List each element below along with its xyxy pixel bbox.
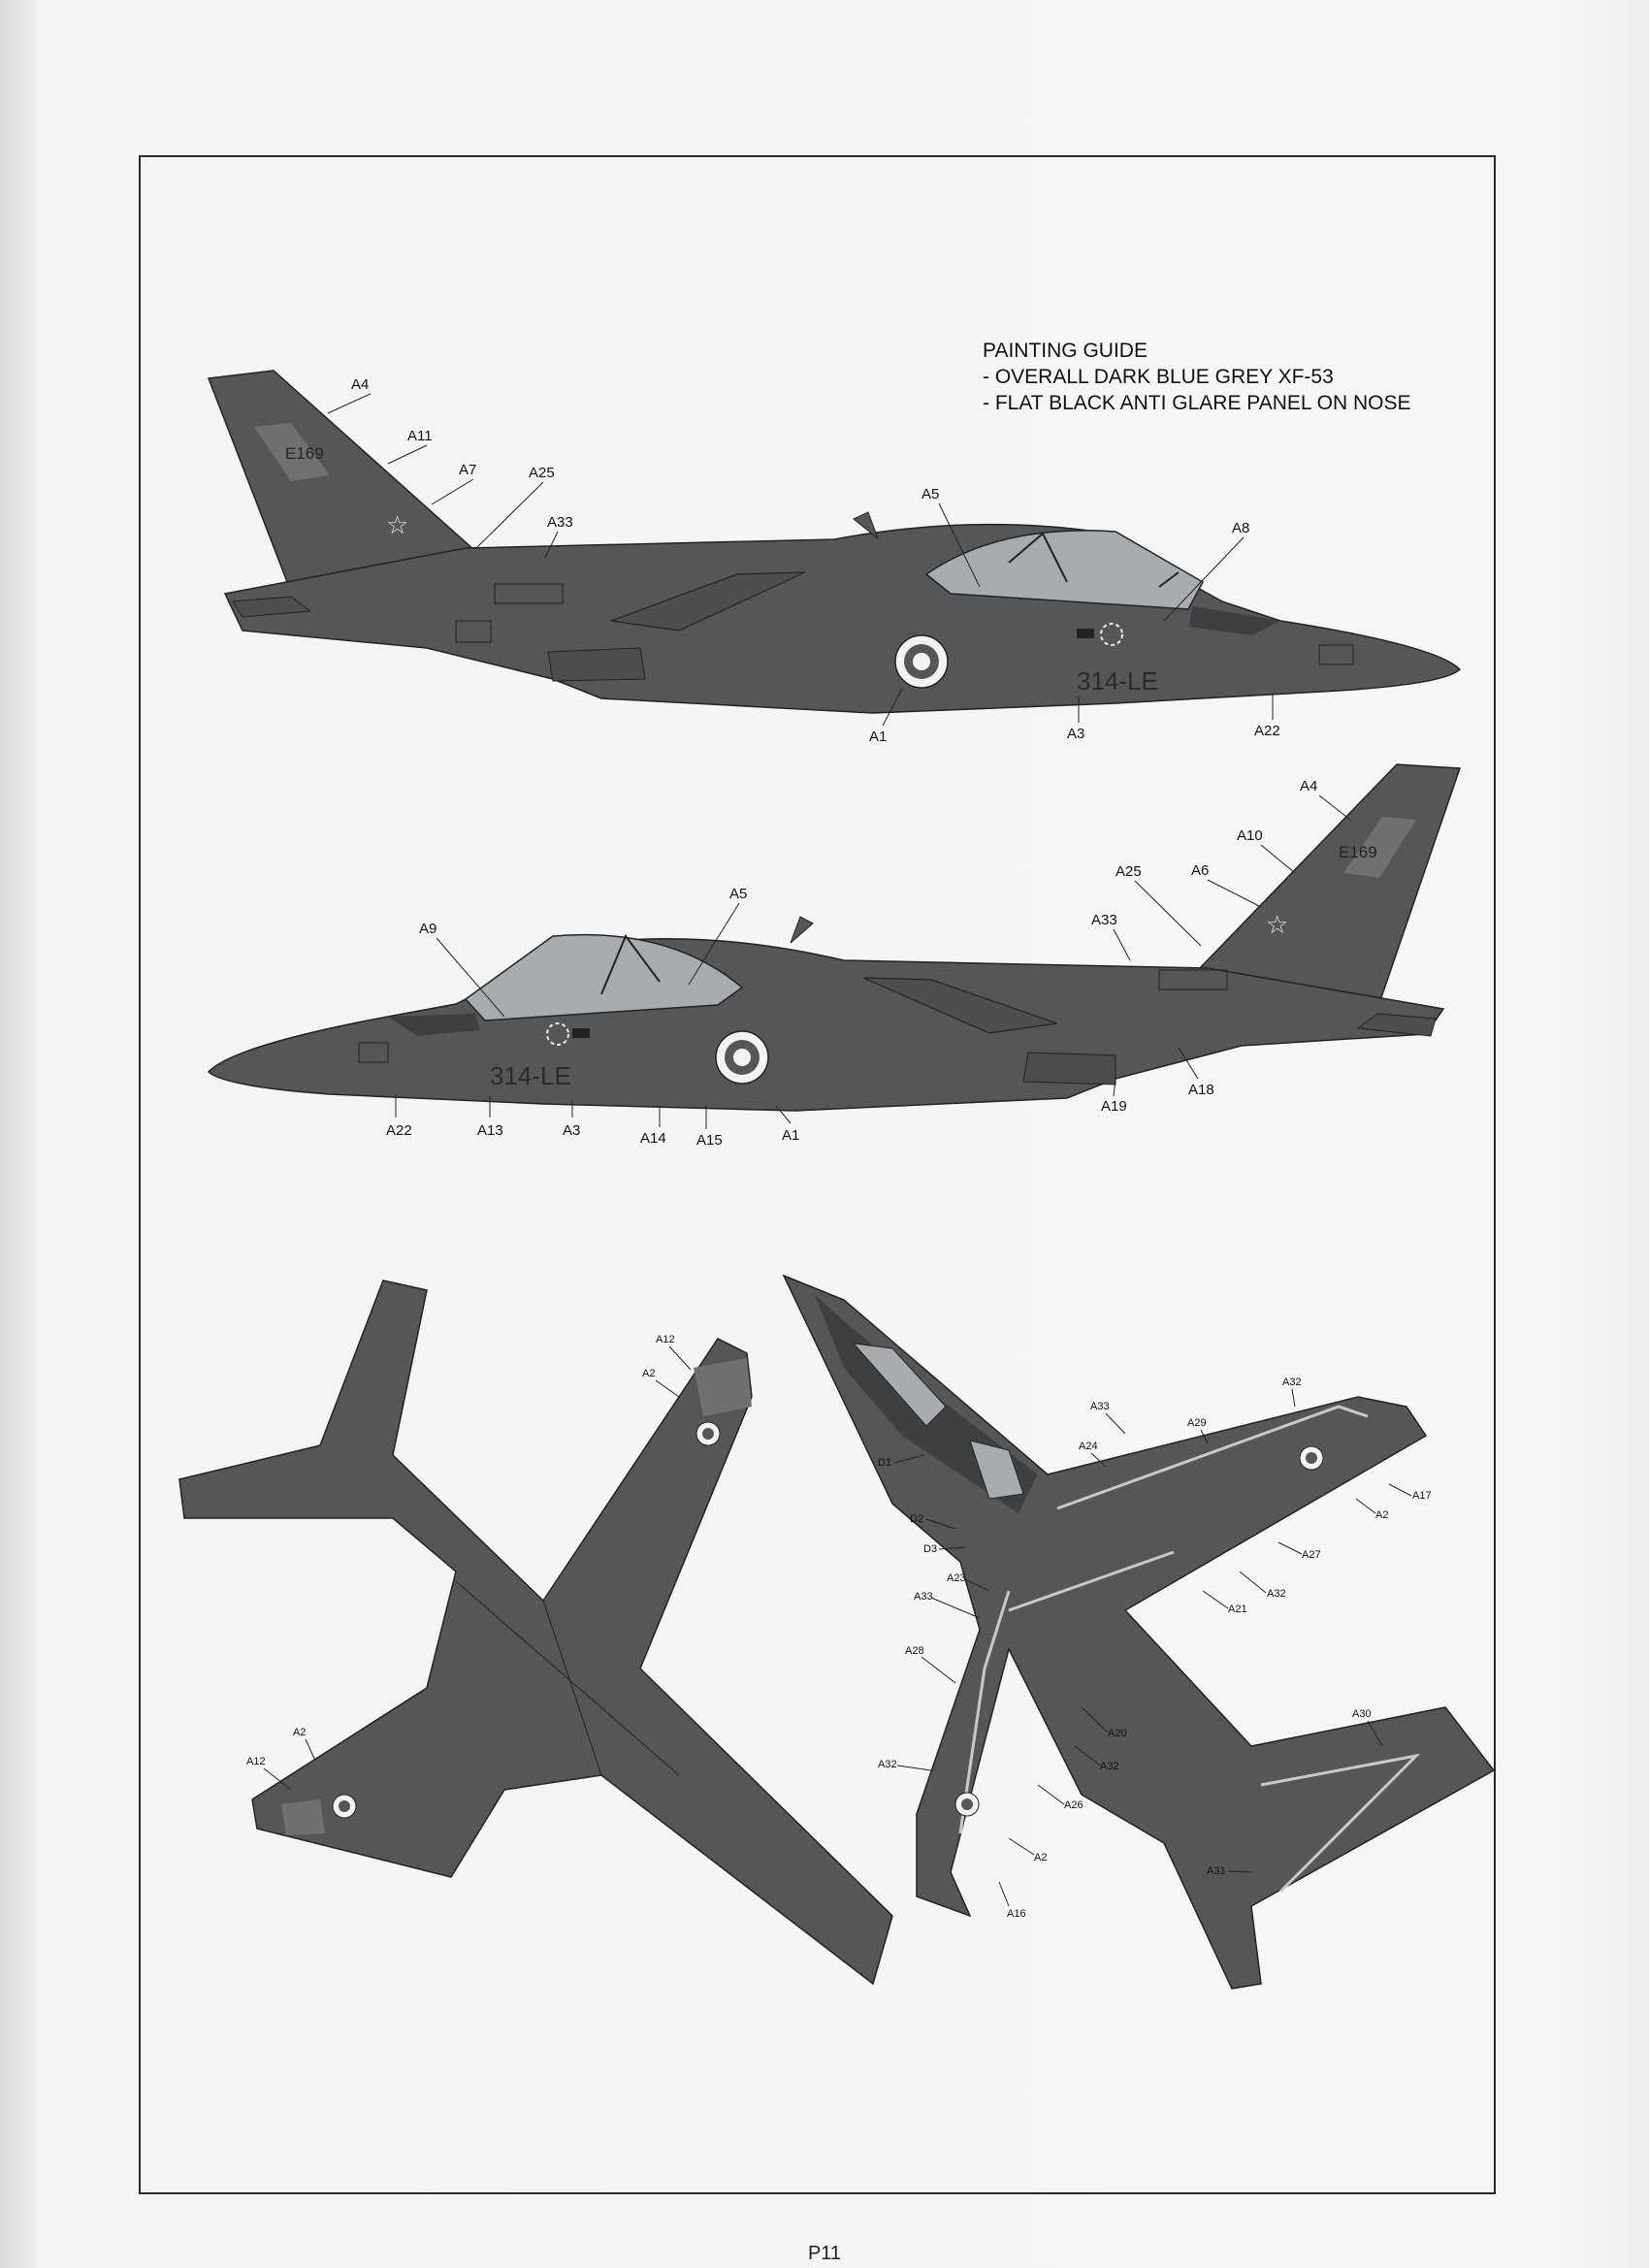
callout-label: A7 (459, 462, 477, 478)
callout-label: A26 (1064, 1799, 1083, 1811)
callout-label: A29 (1187, 1417, 1207, 1429)
callout-label: A30 (1352, 1708, 1372, 1720)
svg-text:☆: ☆ (386, 511, 409, 540)
underside-view (179, 1280, 892, 1984)
callout-label: A11 (407, 428, 433, 444)
callout-label: A25 (529, 465, 555, 481)
callout-label: A32 (1100, 1761, 1119, 1772)
painting-guide-line-1: - OVERALL DARK BLUE GREY XF-53 (983, 366, 1334, 388)
callout-label: A5 (922, 486, 940, 502)
callout-label: A25 (1116, 863, 1142, 880)
callout-label: A33 (914, 1591, 933, 1603)
callout-label: A15 (696, 1132, 723, 1149)
callout-label: A1 (782, 1127, 800, 1144)
callout-label: A18 (1188, 1082, 1214, 1098)
side-view-left-code: 314-LE (1077, 666, 1158, 696)
page-number: P11 (807, 2243, 842, 2264)
callout-label: A19 (1101, 1098, 1127, 1115)
callout-label: A2 (1034, 1852, 1048, 1863)
callout-label: A3 (1067, 726, 1085, 742)
callout-label: A6 (1191, 862, 1210, 879)
side-view-left-serial: E169 (285, 444, 324, 463)
callout-label: A33 (547, 514, 573, 531)
callout-label: A13 (477, 1122, 503, 1139)
callout-label: A20 (1108, 1728, 1127, 1739)
side-view-right-serial: E169 (1339, 843, 1377, 861)
callout-label: A32 (878, 1759, 897, 1770)
callout-label: A21 (1228, 1604, 1247, 1615)
callout-label: A2 (293, 1727, 307, 1738)
callout-label: A33 (1090, 1401, 1110, 1412)
callout-label: A32 (1267, 1588, 1286, 1600)
callout-label: A32 (1282, 1377, 1302, 1388)
side-view-left-profile (209, 371, 1460, 713)
callout-label: A2 (1375, 1509, 1389, 1521)
callout-label: A5 (729, 886, 748, 902)
callout-label: A27 (1302, 1549, 1321, 1561)
callout-label: A2 (642, 1368, 656, 1379)
callout-label: D2 (910, 1513, 924, 1525)
topside-view (784, 1276, 1494, 1989)
callout-label: A9 (419, 921, 437, 937)
callout-label: A12 (656, 1334, 675, 1345)
callout-label: A1 (869, 729, 888, 745)
callout-label: A12 (246, 1756, 266, 1767)
callout-label: A33 (1091, 912, 1117, 928)
callout-label: D1 (878, 1457, 892, 1469)
callout-label: A10 (1237, 827, 1263, 844)
painting-guide-title: PAINTING GUIDE (983, 340, 1148, 362)
callout-label: A16 (1007, 1908, 1026, 1920)
callout-label: A4 (1300, 778, 1318, 794)
callout-label: A14 (640, 1130, 666, 1147)
side-view-right-code: 314-LE (490, 1061, 571, 1090)
callout-label: D3 (923, 1543, 938, 1555)
painting-guide-line-2: - FLAT BLACK ANTI GLARE PANEL ON NOSE (983, 392, 1411, 414)
side-view-right-profile (209, 764, 1460, 1111)
callout-label: A24 (1079, 1441, 1098, 1452)
callout-label: A31 (1207, 1865, 1226, 1877)
callout-label: A17 (1412, 1490, 1432, 1502)
svg-text:☆: ☆ (1266, 911, 1289, 940)
callout-label: A23 (947, 1572, 966, 1584)
callout-label: A28 (905, 1645, 924, 1657)
callout-label: A4 (351, 376, 370, 393)
callout-label: A22 (386, 1122, 412, 1139)
callout-label: A3 (563, 1122, 581, 1139)
callout-label: A22 (1254, 723, 1280, 739)
callout-label: A8 (1232, 520, 1250, 536)
